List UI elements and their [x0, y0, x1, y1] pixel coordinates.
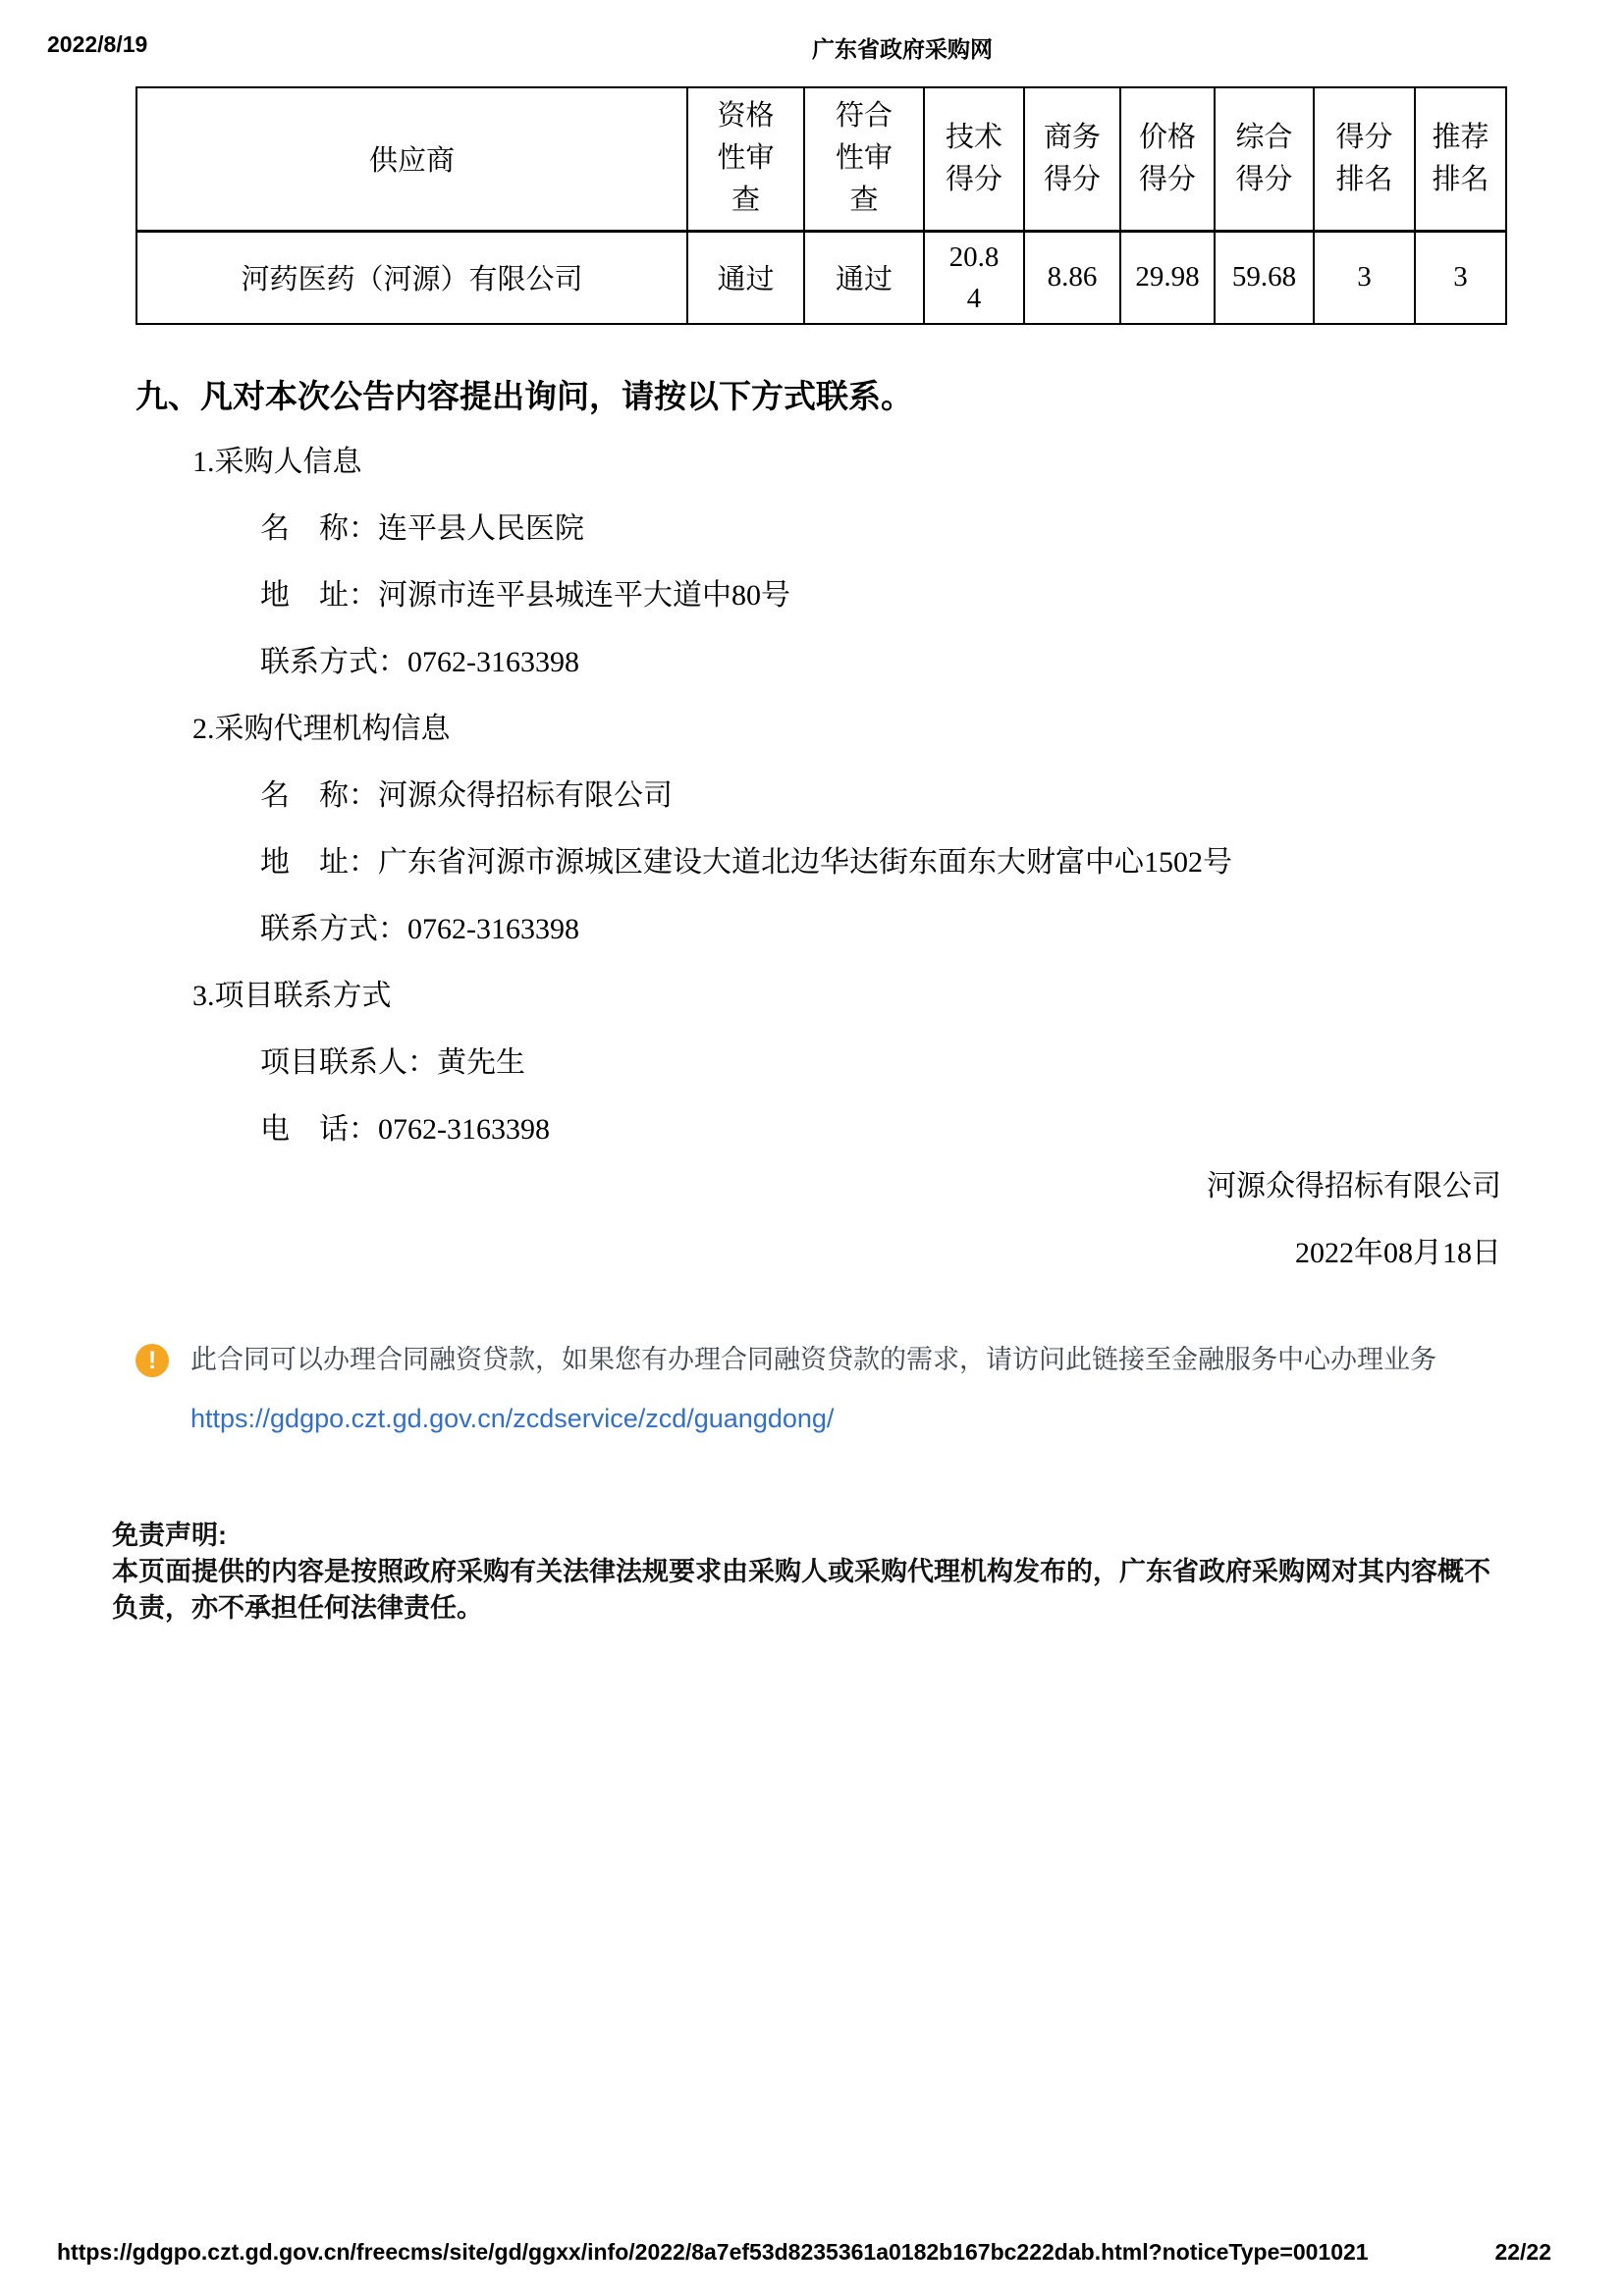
section-nine-heading: 九、凡对本次公告内容提出询问，请按以下方式联系。 [135, 379, 913, 415]
purchaser-info-title: 1.采购人信息 [192, 445, 362, 478]
disclaimer-block [112, 1518, 1516, 1627]
score-rank-cell: 3 [1314, 231, 1415, 324]
col-header-conformity-review-label: 符合性审查 [835, 100, 893, 217]
finance-notice [135, 1343, 1505, 1435]
agency-info-title: 2.采购代理机构信息 [192, 712, 451, 745]
print-footer [57, 2239, 1551, 2266]
col-header-price-score-label: 价格得分 [1138, 121, 1196, 195]
table-row [136, 231, 1506, 324]
col-header-comprehensive-score-label: 综合得分 [1235, 121, 1293, 195]
col-header-qualification-review [687, 87, 804, 231]
purchaser-name-line: 名 称：连平县人民医院 [260, 511, 584, 545]
signature-date: 2022年08月18日 [1295, 1236, 1501, 1269]
project-contact-title: 3.项目联系方式 [192, 979, 392, 1012]
price-score-cell: 29.98 [1120, 231, 1215, 324]
print-header-date: 2022/8/19 [47, 31, 148, 57]
disclaimer-body: 本页面提供的内容是按照政府采购有关法律法规要求由采购人或采购代理机构发布的，广东省政府采购网对其内容概不负责，亦不承担任何法律责任。 [112, 1556, 1490, 1623]
project-phone-line: 电 话：0762-3163398 [260, 1112, 550, 1146]
col-header-recommend-rank-label: 推荐排名 [1432, 121, 1489, 195]
col-header-technical-score-label: 技术得分 [945, 121, 1002, 195]
col-header-supplier [136, 87, 687, 231]
exclamation-icon: ! [135, 1344, 169, 1377]
recommend-rank-cell: 3 [1415, 231, 1506, 324]
signature-company: 河源众得招标有限公司 [1207, 1169, 1501, 1202]
disclaimer-title: 免责声明: [112, 1520, 227, 1550]
col-header-comprehensive-score [1215, 87, 1314, 231]
page-indicator: 22/22 [1494, 2239, 1551, 2265]
document-content [112, 86, 1505, 1627]
agency-name-line: 名 称：河源众得招标有限公司 [260, 778, 673, 812]
supplier-name-cell: 河药医药（河源）有限公司 [136, 231, 687, 324]
conformity-review-cell: 通过 [804, 231, 924, 324]
purchaser-contact-line: 联系方式：0762-3163398 [260, 645, 579, 678]
col-header-business-score [1024, 87, 1120, 231]
project-contact-person-line: 项目联系人：黄先生 [260, 1045, 525, 1079]
finance-notice-body [190, 1343, 1436, 1435]
table-header-row [136, 87, 1506, 231]
technical-score-value: 20.84 [948, 240, 1000, 314]
agency-contact-line: 联系方式：0762-3163398 [260, 912, 579, 945]
col-header-supplier-label: 供应商 [368, 145, 455, 178]
finance-notice-text: 此合同可以办理合同融资贷款，如果您有办理合同融资贷款的需求，请访问此链接至金融服务中心办理业务 [190, 1344, 1436, 1374]
col-header-business-score-label: 商务得分 [1043, 121, 1101, 195]
comprehensive-score-cell: 59.68 [1215, 231, 1314, 324]
technical-score-cell [924, 231, 1024, 324]
col-header-technical-score [924, 87, 1024, 231]
col-header-score-rank [1314, 87, 1415, 231]
agency-address-line: 地 址：广东省河源市源城区建设大道北边华达街东面东大财富中心1502号 [260, 845, 1232, 879]
print-header-site-title: 广东省政府采购网 [812, 36, 993, 62]
qualification-review-cell: 通过 [687, 231, 804, 324]
supplier-score-table [135, 86, 1507, 325]
col-header-conformity-review [804, 87, 924, 231]
business-score-cell: 8.86 [1024, 231, 1120, 324]
signature-block [135, 1171, 1505, 1268]
print-header [47, 31, 1577, 63]
col-header-qualification-review-label: 资格性审查 [717, 100, 775, 217]
footer-url: https://gdgpo.czt.gd.gov.cn/freecms/site/gd/ggxx/info/2022/8a7ef53d8235361a0182b167bc222dab.html?noticeType=001021 [57, 2239, 1369, 2265]
col-header-score-rank-label: 得分排名 [1335, 121, 1393, 195]
finance-notice-link[interactable]: https://gdgpo.czt.gd.gov.cn/zcdservice/zcd/guangdong/ [190, 1403, 835, 1433]
col-header-price-score [1120, 87, 1215, 231]
col-header-recommend-rank [1415, 87, 1506, 231]
purchaser-address-line: 地 址：河源市连平县城连平大道中80号 [260, 578, 790, 612]
contact-info-block [135, 447, 1505, 1145]
